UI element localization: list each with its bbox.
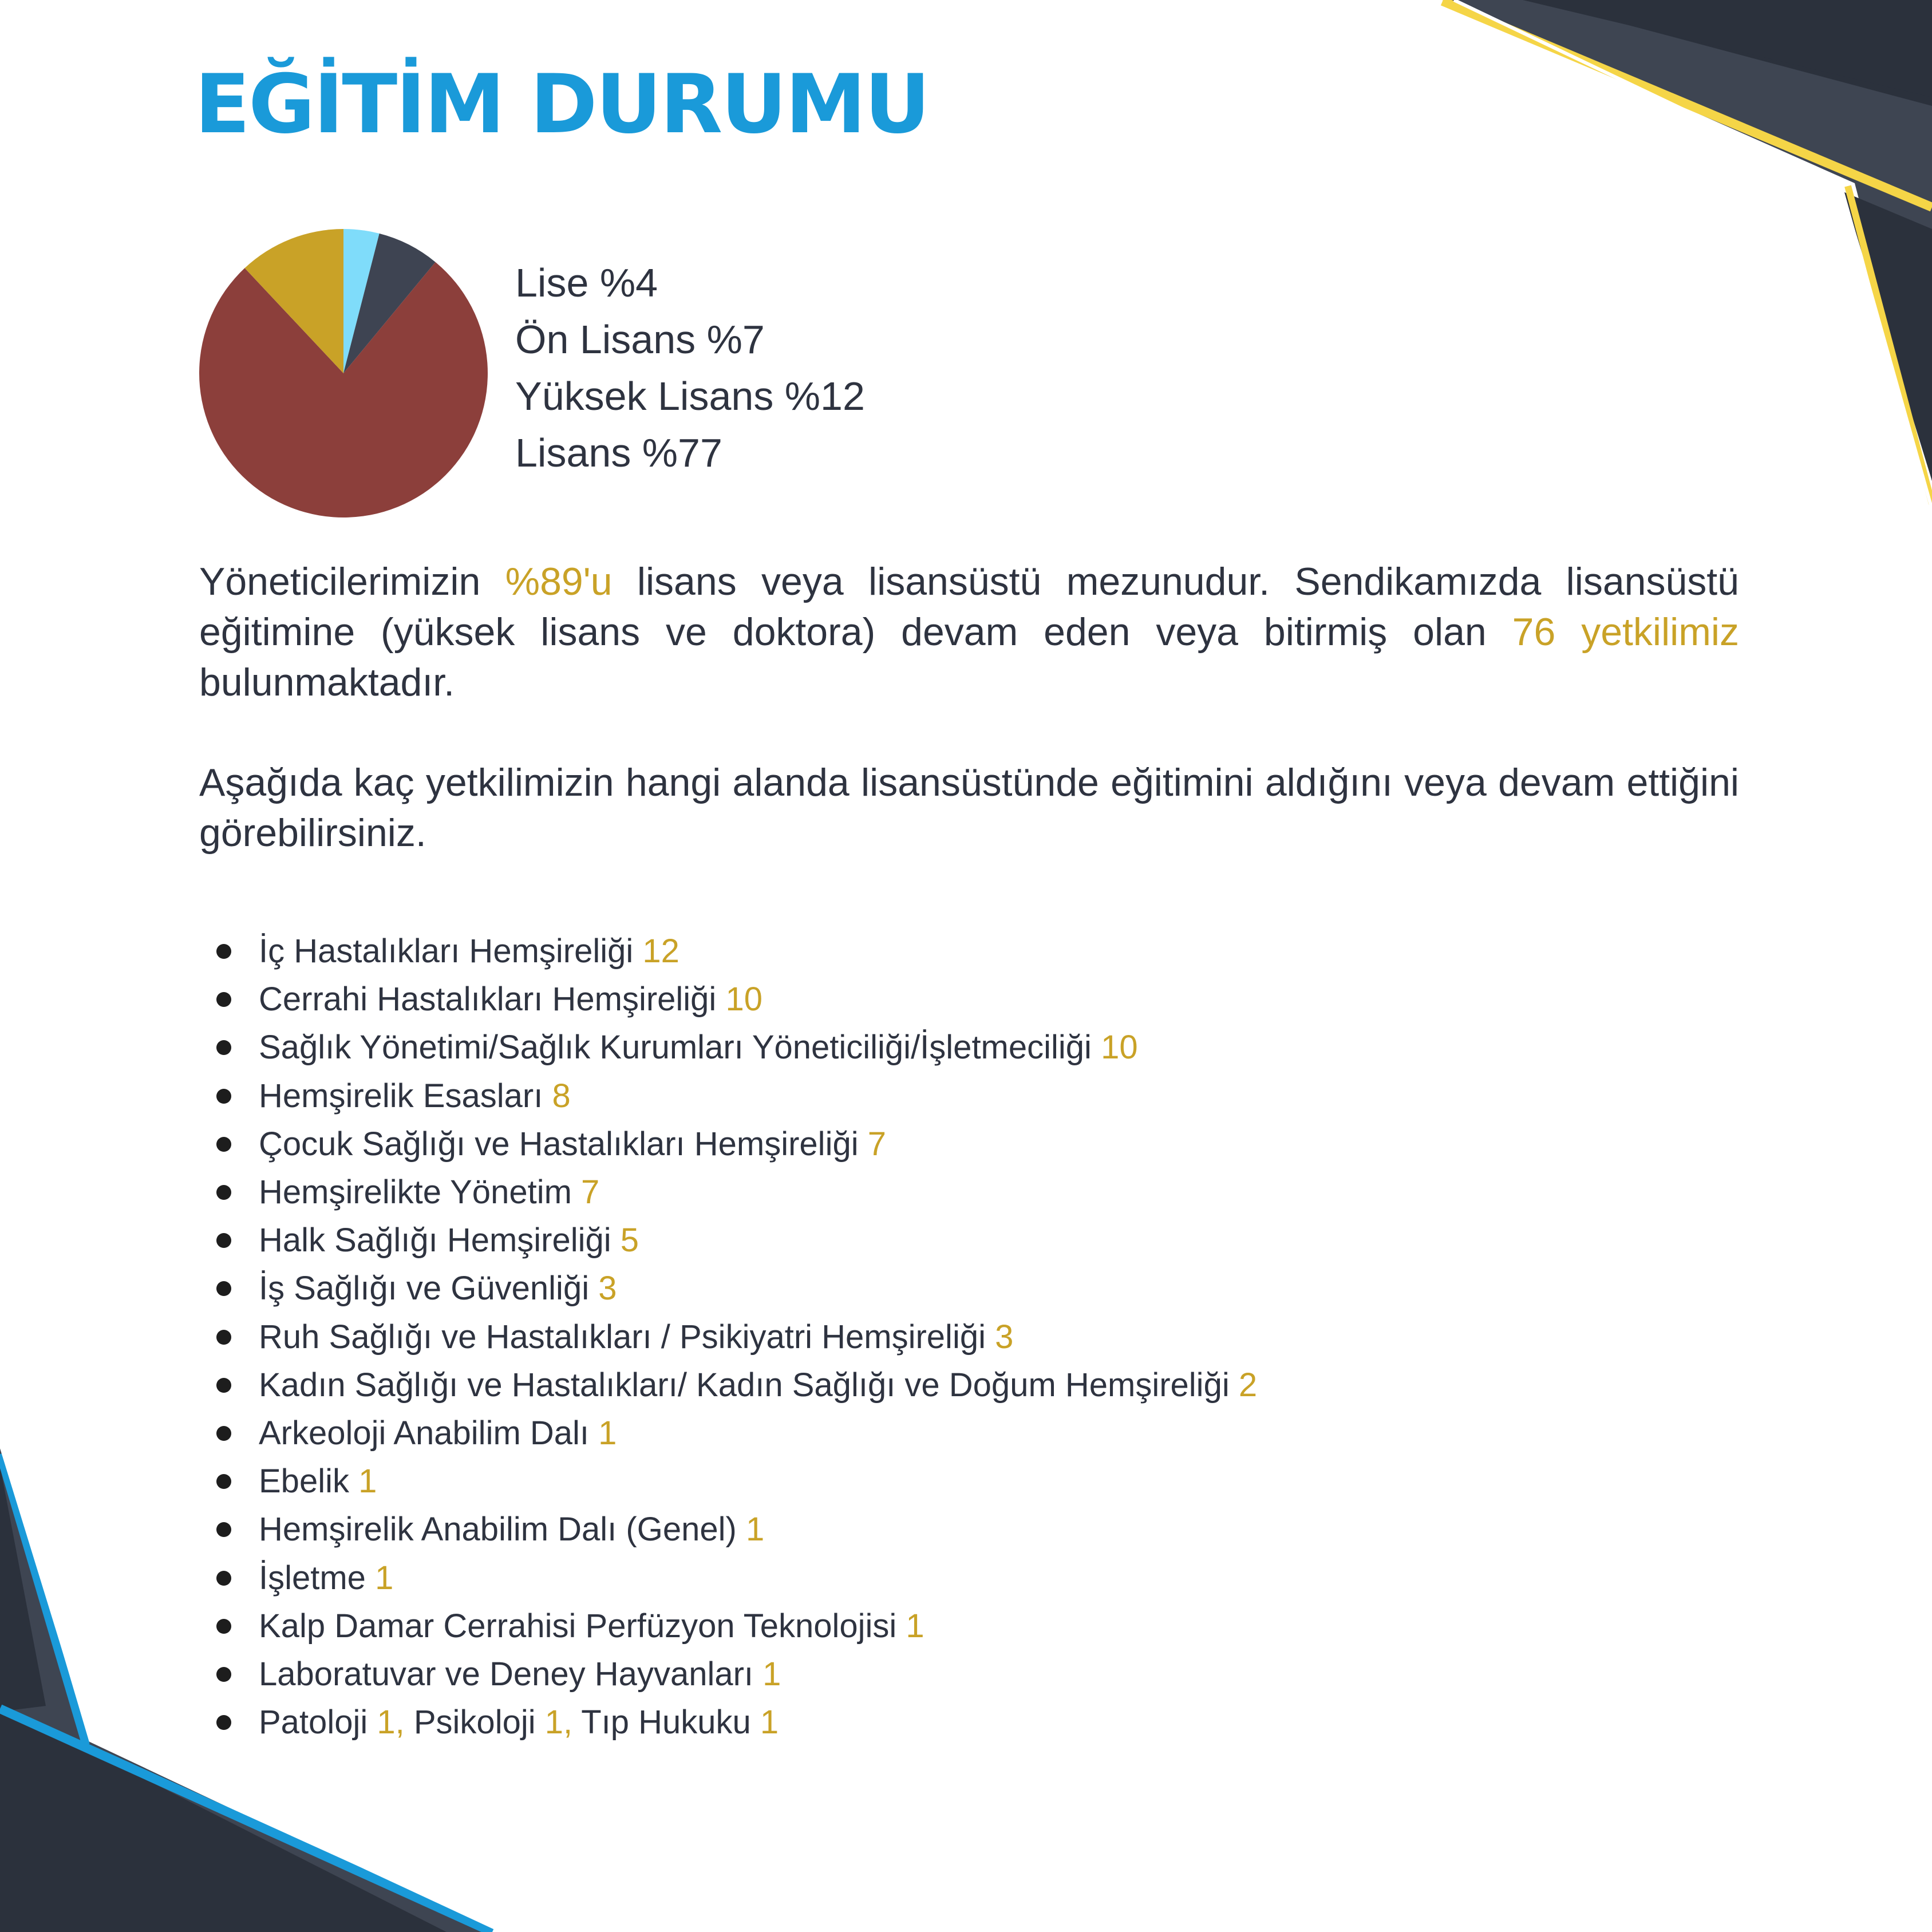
highlight-count: 76 yetkilimiz [1512,610,1739,654]
bullet-icon [216,1667,231,1682]
list-item [212,1216,1257,1265]
field-name: Ebelik [259,1463,349,1500]
field-name: Kalp Damar Cerrahisi Perfüzyon Teknolojisi [259,1607,897,1645]
field-count: 3 [598,1270,617,1307]
field-count: 1 [375,1559,394,1597]
field-count: 1 [762,1656,781,1693]
field-count: 10 [1101,1029,1138,1066]
field-name: Sağlık Yönetimi/Sağlık Kurumları Yöneticiliği/İşletmeciliği [259,1029,1092,1066]
field-count: 1 [745,1511,765,1548]
bullet-icon [216,1619,231,1634]
field-name: Psikoloji [413,1704,536,1741]
bullet-icon [216,1522,231,1537]
bullet-icon [216,1281,231,1296]
field-count: 2 [1238,1366,1258,1404]
bullet-icon [216,1426,231,1441]
field-name: Hemşirelik Esasları [259,1077,543,1115]
pie-legend [515,255,865,481]
top-right-corner-decoration [1443,0,1932,509]
intro-paragraph: Aşağıda kaç yetkilimizin hangi alanda lisansüstünde eğitimini aldığını veya devam ettiğini görebilirsiniz. [199,761,1739,855]
field-count: 7 [581,1174,600,1211]
field-count: 8 [552,1077,571,1115]
field-count: 3 [995,1318,1014,1356]
bullet-icon [216,1378,231,1393]
list-item [212,1457,1257,1506]
field-name: İç Hastalıkları Hemşireliği [259,933,634,970]
bullet-icon [216,1474,231,1489]
legend-item-on-lisans: Ön Lisans %7 [515,317,765,362]
bullet-icon [216,992,231,1007]
list-item [212,1650,1257,1698]
list-item [212,1698,1257,1747]
list-item [212,1265,1257,1313]
field-list [212,927,1257,1747]
summary-paragraph: Yöneticilerimizin %89'u lisans veya lisansüstü mezunudur. Sendikamızda lisansüstü eğitimine (yüksek lisans ve doktora) devam eden veya bitirmiş olan 76 yetkilimiz bulunmaktadır. [199,560,1739,704]
field-name: Çocuk Sağlığı ve Hastalıkları Hemşireliği [259,1125,859,1163]
field-name: Arkeoloji Anabilim Dalı [259,1415,590,1452]
bullet-icon [216,1185,231,1200]
list-item [212,1602,1257,1650]
field-count: 5 [620,1222,639,1259]
bullet-icon [216,944,231,959]
list-item [212,1024,1257,1072]
list-item [212,1120,1257,1168]
field-name: İşletme [259,1559,366,1597]
field-count: 1 [358,1463,377,1500]
field-count: 1 [760,1704,779,1741]
field-name: Cerrahi Hastalıkları Hemşireliği [259,981,726,1018]
bullet-icon [216,1040,231,1055]
field-count: 10 [725,981,762,1018]
field-count: 1 [598,1415,617,1452]
list-item [212,927,1257,975]
bullet-icon [216,1715,231,1730]
field-count: 7 [867,1125,886,1163]
field-name: Hemşirelik Anabilim Dalı (Genel) [259,1511,737,1548]
field-name: Ruh Sağlığı ve Hastalıkları / Psikiyatri Hemşireliği [259,1318,986,1356]
list-item [212,1554,1257,1602]
field-count: 1, [377,1704,405,1741]
field-name: Hemşirelikte Yönetim [259,1174,572,1211]
field-name: Laboratuvar ve Deney Hayvanları [259,1656,754,1693]
bullet-icon [216,1137,231,1152]
list-item [212,1506,1257,1554]
field-name: İş Sağlığı ve Güvenliği [259,1270,590,1307]
field-name: Patoloji [259,1704,368,1741]
field-count: 1 [906,1607,924,1645]
field-name: Halk Sağlığı Hemşireliği [259,1222,611,1259]
education-pie-chart [197,227,489,519]
list-item [212,1409,1257,1457]
page-title: EĞİTİM DURUMU [195,57,929,152]
bullet-icon [216,1571,231,1586]
legend-item-yuksek-lisans: Yüksek Lisans %12 [515,374,865,418]
list-item [212,1361,1257,1409]
legend-item-lise: Lise %4 [515,260,658,305]
list-item [212,1072,1257,1120]
legend-item-lisans: Lisans %77 [515,430,722,475]
bullet-icon [216,1330,231,1345]
field-name: Tıp Hukuku [581,1704,751,1741]
list-item [212,975,1257,1024]
list-item [212,1168,1257,1216]
bullet-icon [216,1089,231,1104]
list-item [212,1313,1257,1361]
field-name: Kadın Sağlığı ve Hastalıkları/ Kadın Sağlığı ve Doğum Hemşireliği [259,1366,1230,1404]
bullet-icon [216,1233,231,1248]
field-count: 1, [544,1704,573,1741]
highlight-percentage: %89'u [505,560,613,603]
field-count: 12 [642,933,679,970]
